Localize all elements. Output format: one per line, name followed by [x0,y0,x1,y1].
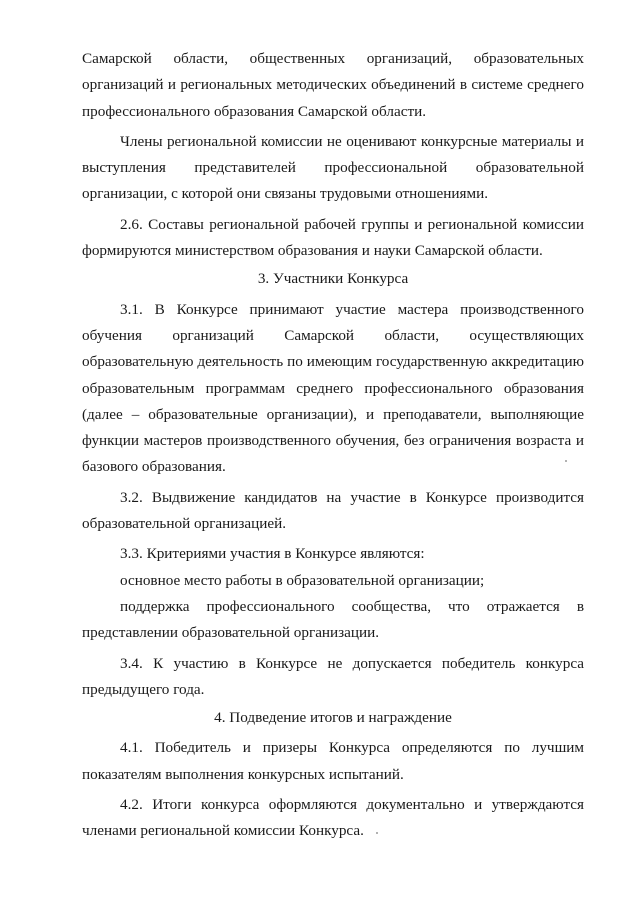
paragraph-number: 4.2. [120,796,143,814]
scan-speck [565,460,567,462]
criteria-item [82,594,584,647]
paragraph-text: Критериями участия в Конкурсе являются: [146,545,425,563]
paragraph-text: К участию в Конкурсе не допускается победитель конкурса предыдущего года. [82,654,585,698]
paragraph-text: Члены региональной комиссии не оценивают конкурсные материалы и выступления представителей профессиональной образовательной организации, с которой они связаны трудовыми отношениями. [82,132,584,203]
paragraph-number: 2.6. [120,215,143,233]
paragraph-number: 3.4. [120,654,143,672]
paragraph-text: В Конкурсе принимают участие мастера производственного обучения организаций Самарской области, осуществляющих образовательную деятельность по имеющим государственную аккредитацию образовательным программам среднего профессионального образования (далее – образовательные организации), и преподаватели, выполняющие функции мастеров производственного обучения, без ограничения возраста и базового образования. [82,300,585,476]
paragraph-commission-members [82,129,584,208]
paragraph-number: 4.1. [120,739,143,757]
paragraph-number: 3.1. [120,300,143,318]
paragraph-3-3 [82,541,584,567]
criteria-item [82,568,584,594]
paragraph-3-4 [82,651,584,704]
paragraph-text: Победитель и призеры Конкурса определяются по лучшим показателям выполнения конкурсных испытаний. [82,739,584,783]
section-heading-participants: 3. Участники Конкурса [257,270,409,288]
paragraph-text: Выдвижение кандидатов на участие в Конкурсе производится образовательной организацией. [82,488,585,533]
paragraph-number: 3.2. [120,488,143,506]
paragraph-text: Составы региональной рабочей группы и региональной комиссии формируются министерством образования и науки Самарской области. [82,215,584,260]
paragraph-3-2 [82,485,584,538]
scan-speck [376,832,378,834]
paragraph-2-6 [82,212,584,265]
paragraph-number: 3.3. [120,545,143,563]
paragraph-4-2 [82,792,584,845]
paragraph-text: основное место работы в образовательной организации; [120,571,485,589]
paragraph-text: Самарской области, общественных организаций, образовательных организаций и региональных методических объединений в системе среднего профессионального образования Самарской области. [82,50,584,120]
section-heading-results: 4. Подведение итогов и награждение [214,709,452,727]
paragraph-text: поддержка профессионального сообщества, что отражается в представлении образовательной организации. [82,597,584,642]
paragraph-text: Итоги конкурса оформляются документально и утверждаются членами региональной комиссии Конкурса. [82,796,584,840]
paragraph-continuation [82,46,584,125]
paragraph-3-1 [82,297,584,481]
paragraph-4-1 [82,735,584,788]
